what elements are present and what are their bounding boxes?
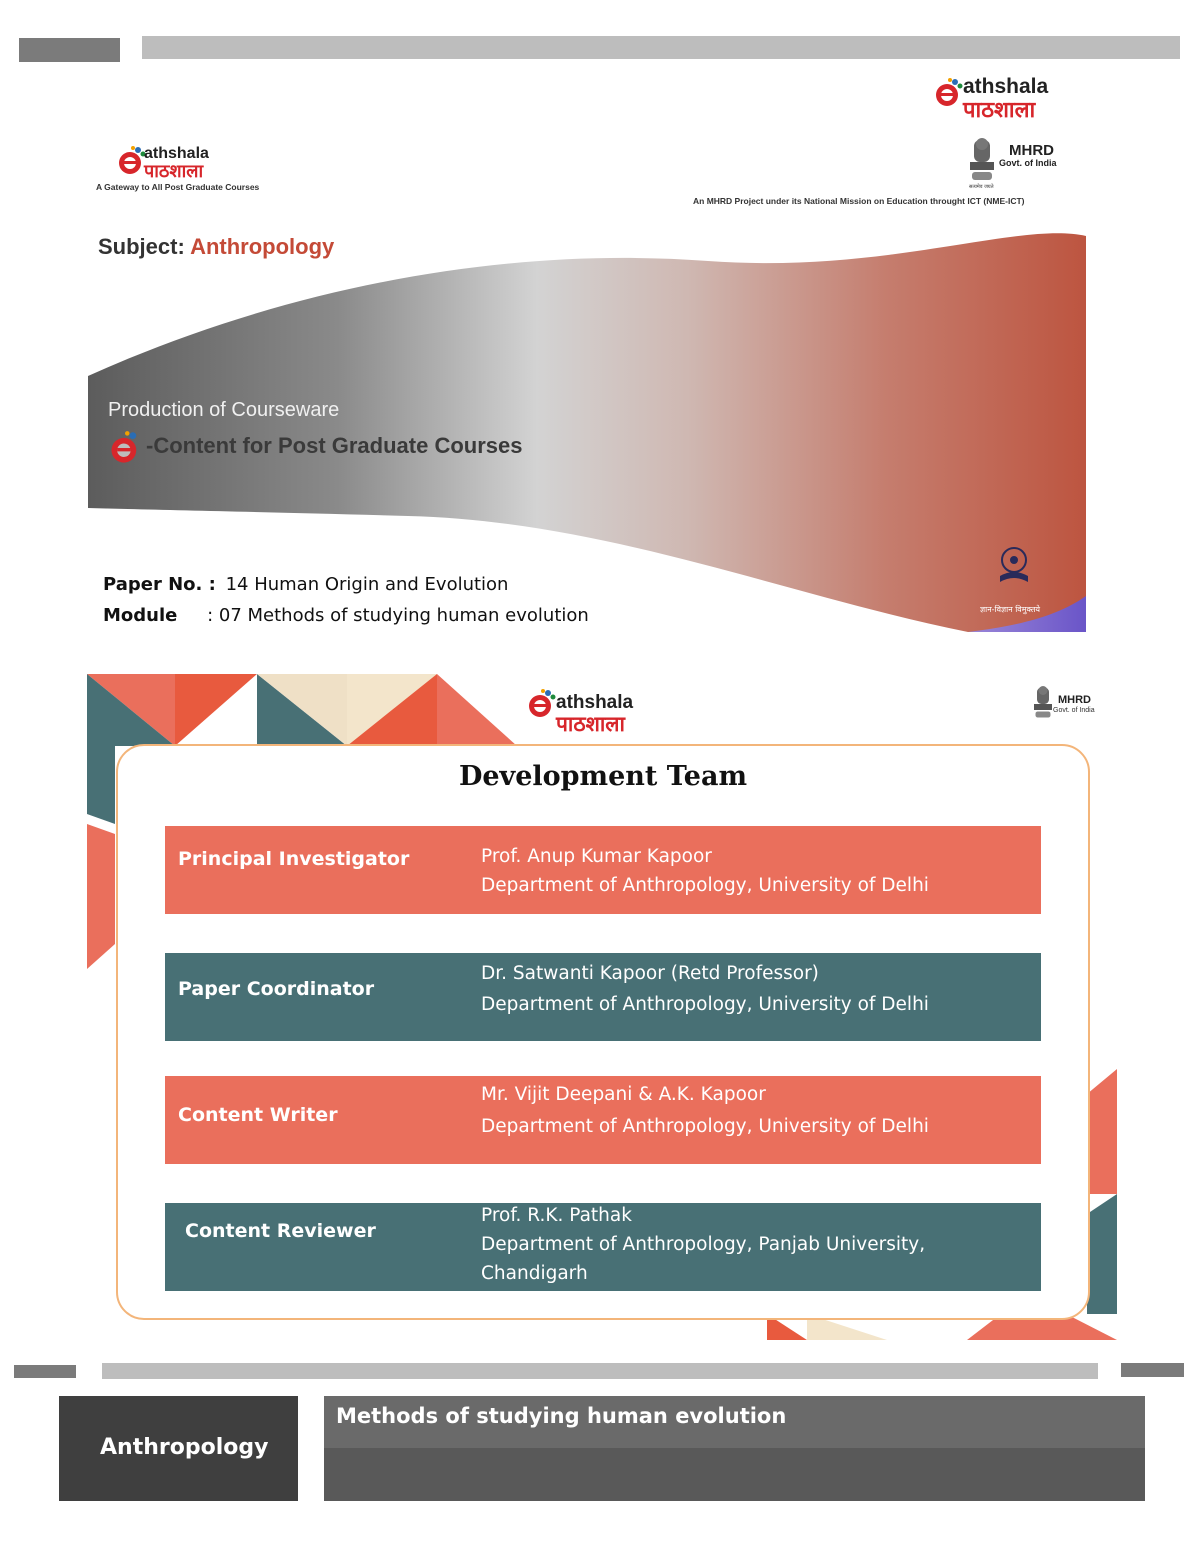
govt-of-india-label: Govt. of India (999, 158, 1057, 168)
team-member-info (481, 1201, 925, 1288)
epathshala-e-icon (933, 77, 963, 109)
logo-text-english: athshala (144, 145, 209, 162)
module-value: : 07 Methods of studying human evolution (207, 605, 589, 626)
team-row-content-reviewer (165, 1203, 1041, 1291)
epathshala-e-icon (116, 145, 146, 177)
national-emblem-icon (1031, 684, 1055, 724)
module-label: Module (103, 605, 178, 626)
member-name: Dr. Satwanti Kapoor (Retd Professor) (481, 963, 819, 984)
header-bar-right (142, 36, 1180, 59)
footer-bar-right (1121, 1363, 1184, 1377)
member-name: Mr. Vijit Deepani & A.K. Kapoor (481, 1084, 766, 1105)
national-emblem-icon (966, 136, 998, 188)
footer-bar-left (14, 1365, 76, 1378)
logo-text-hindi: पाठशाला (556, 713, 625, 736)
development-team-slide (87, 674, 1117, 1340)
member-affiliation: Department of Anthropology, University of Delhi (481, 875, 929, 896)
footer-subject-box (59, 1396, 298, 1501)
epathshala-logo-team (526, 684, 676, 734)
econtent-line: -Content for Post Graduate Courses (146, 433, 523, 458)
cover-tagline: A Gateway to All Post Graduate Courses (96, 182, 260, 192)
team-row-principal-investigator (165, 826, 1041, 914)
footer-bar-middle (102, 1363, 1098, 1379)
mhrd-label: MHRD (1009, 142, 1054, 159)
ugc-logo-icon (996, 546, 1032, 586)
govt-of-india-label: Govt. of India (1053, 707, 1095, 714)
emblem-caption: सत्यमेव जयते (969, 184, 994, 190)
cover-slide (88, 126, 1086, 632)
team-row-content-writer (165, 1076, 1041, 1164)
subject-label: Subject: (98, 234, 185, 259)
mhrd-project-line: An MHRD Project under its National Mission on Education throught ICT (NME-ICT) (693, 196, 1025, 206)
epathshala-logo-header (933, 73, 1113, 123)
paper-number-line (103, 574, 508, 595)
ugc-motto: ज्ञान-विज्ञान विमुक्तये (980, 605, 1041, 614)
member-affiliation: Department of Anthropology, University of Delhi (481, 1116, 929, 1137)
development-team-card (116, 744, 1090, 1320)
logo-text-english: athshala (963, 75, 1049, 98)
footer-module-title: Methods of studying human evolution (336, 1404, 787, 1428)
paper-label: Paper No. : (103, 574, 216, 595)
footer-module-box-lower (324, 1448, 1145, 1501)
team-role: Principal Investigator (178, 848, 410, 870)
member-name: Prof. Anup Kumar Kapoor (481, 846, 712, 867)
epathshala-e-icon (526, 688, 556, 720)
team-role: Content Writer (178, 1104, 338, 1126)
footer-subject: Anthropology (100, 1435, 269, 1460)
mhrd-label: MHRD (1058, 694, 1091, 706)
member-affiliation: Department of Anthropology, Panjab University, (481, 1234, 926, 1255)
logo-text-english: athshala (556, 692, 634, 713)
member-affiliation-city: Chandigarh (481, 1263, 588, 1284)
header-bar-left (19, 38, 120, 62)
production-line: Production of Courseware (108, 399, 340, 421)
team-row-paper-coordinator (165, 953, 1041, 1041)
logo-text-hindi: पाठशाला (144, 161, 204, 181)
logo-text-hindi: पाठशाला (963, 97, 1036, 122)
team-role: Paper Coordinator (178, 978, 375, 1000)
subject-value: Anthropology (190, 234, 335, 259)
footer-module-box (324, 1396, 1145, 1448)
team-member-info (481, 842, 929, 900)
team-member-info (481, 1080, 929, 1141)
member-affiliation: Department of Anthropology, University of Delhi (481, 994, 929, 1015)
epathshala-logo-cover (116, 141, 286, 185)
subject-heading (98, 234, 334, 260)
member-name: Prof. R.K. Pathak (481, 1205, 632, 1226)
paper-value: 14 Human Origin and Evolution (225, 574, 509, 595)
module-line (103, 605, 589, 626)
team-role: Content Reviewer (185, 1220, 376, 1242)
team-member-info (481, 959, 929, 1019)
e-logo-small-icon (106, 430, 144, 466)
development-team-title: Development Team (458, 761, 748, 792)
